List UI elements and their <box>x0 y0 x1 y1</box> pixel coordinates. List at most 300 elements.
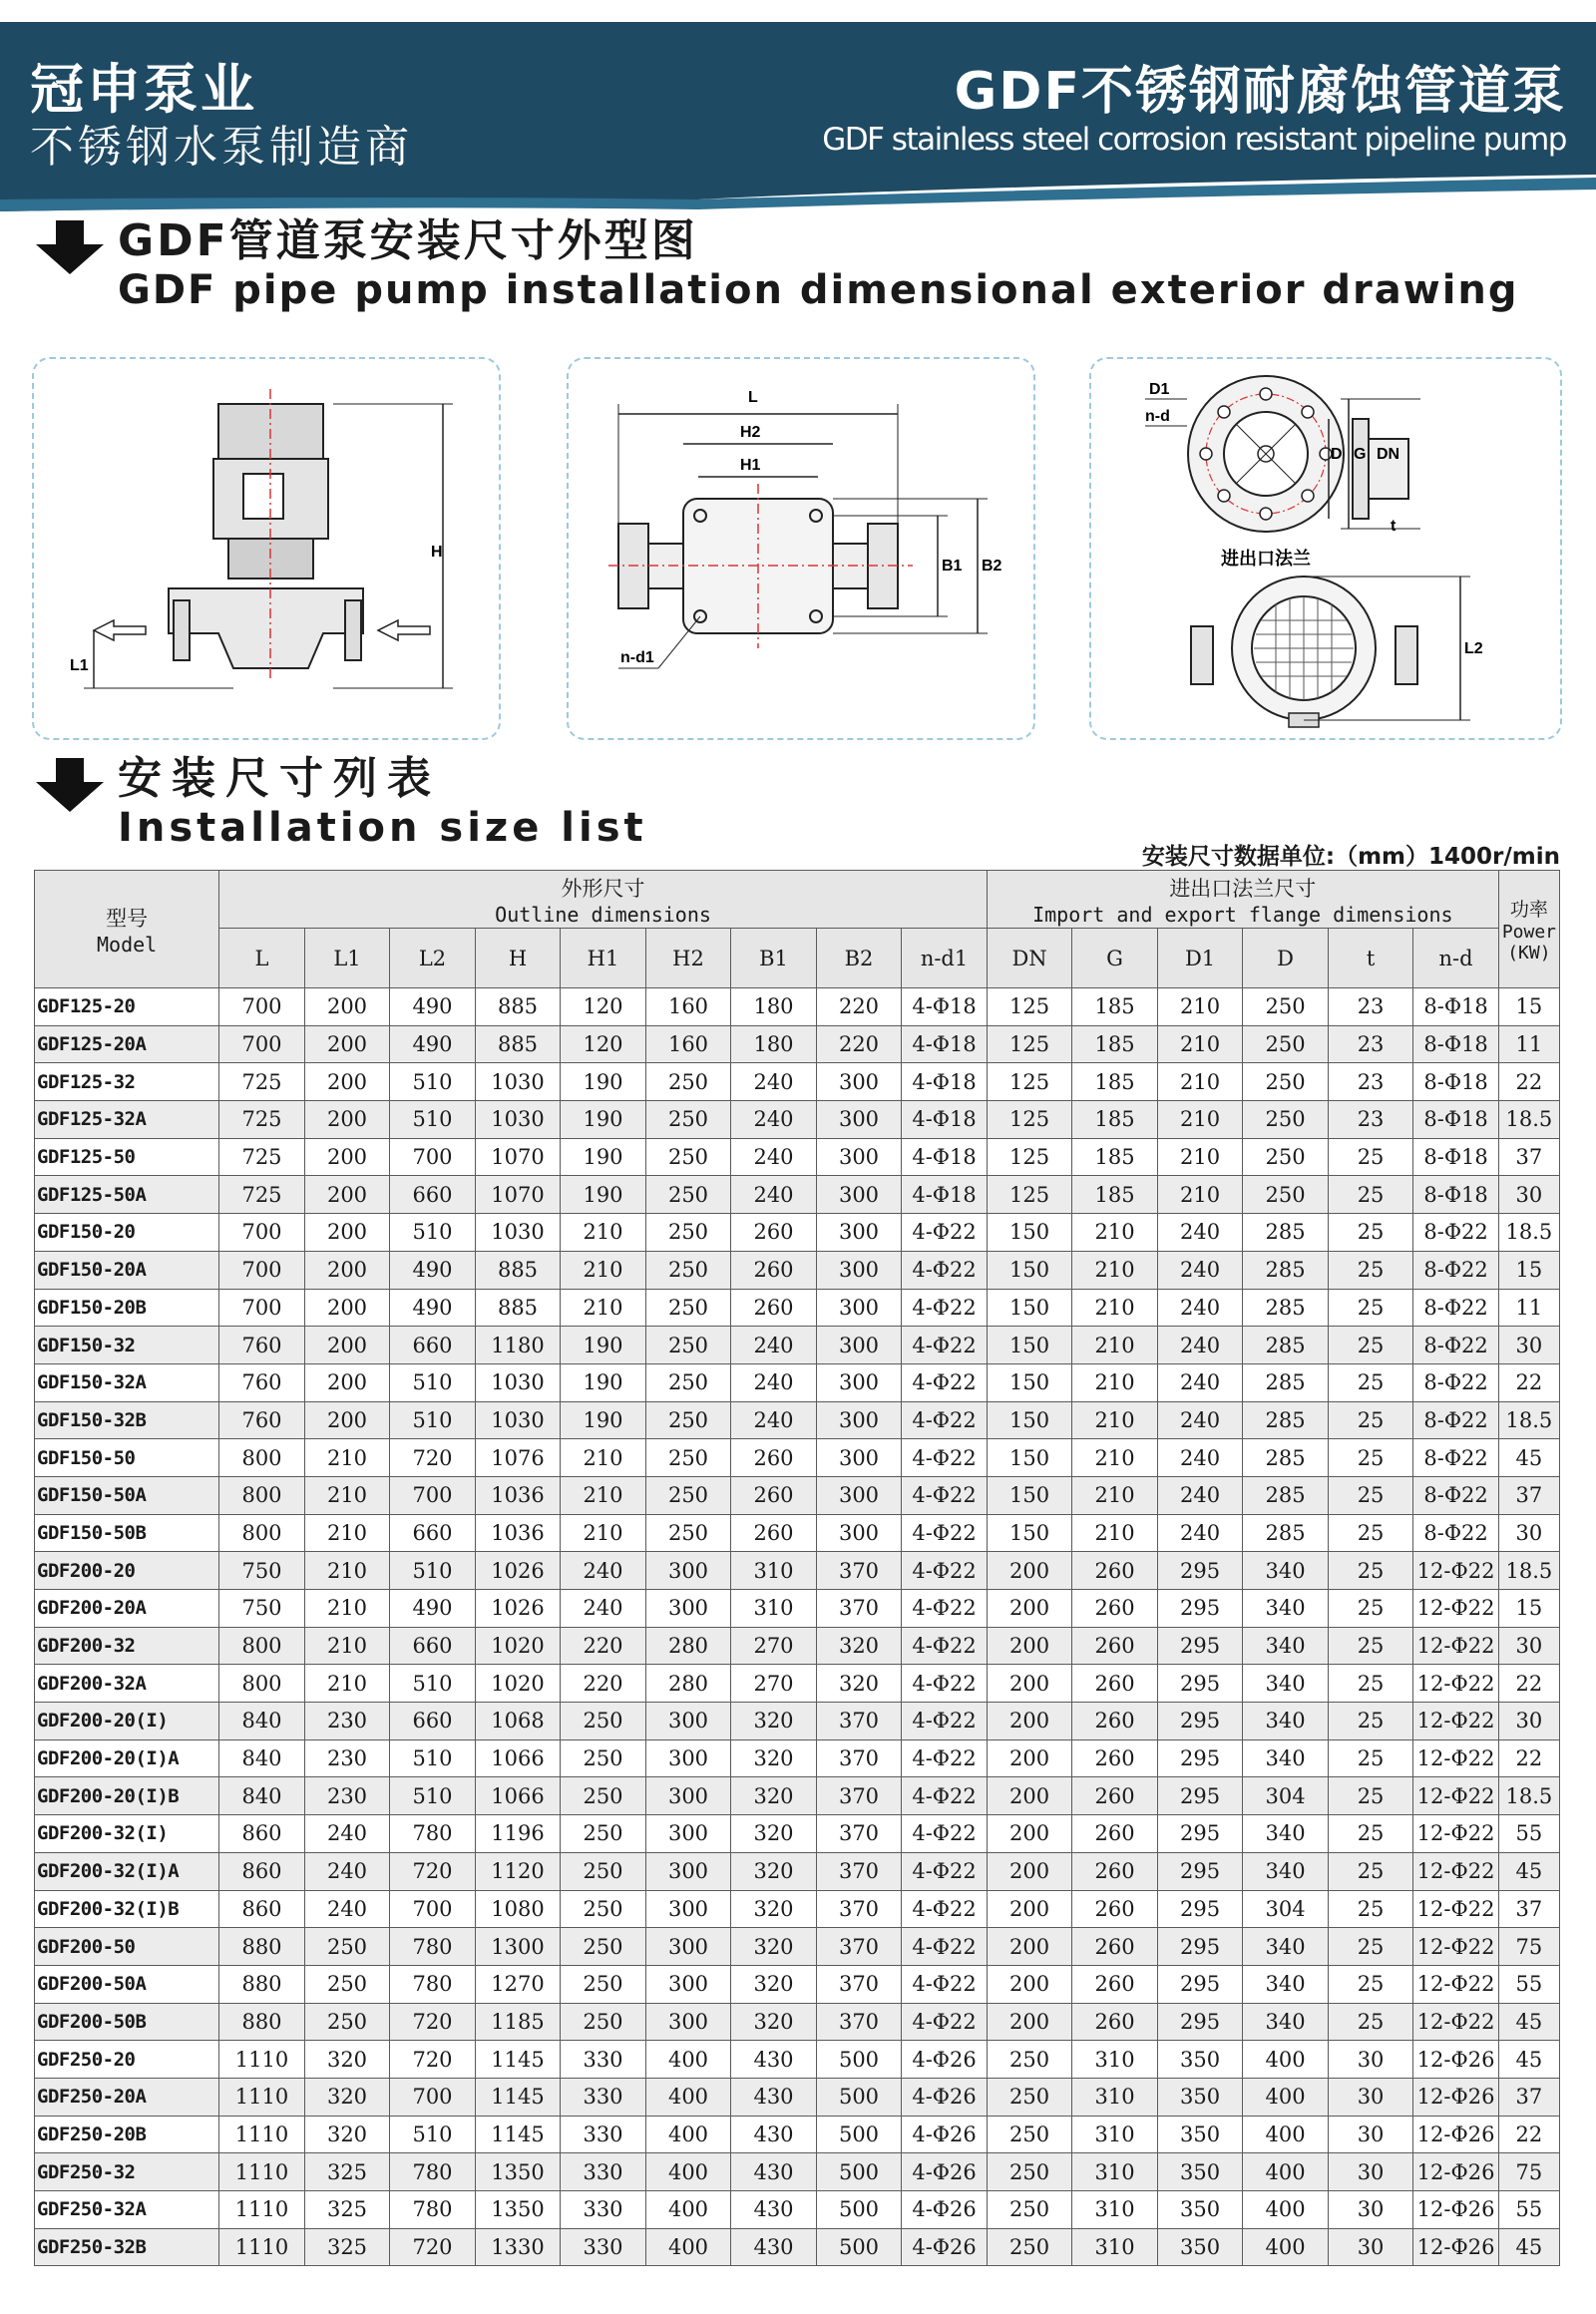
table-cell: 800 <box>219 1439 305 1477</box>
table-cell: 310 <box>731 1552 817 1590</box>
table-cell: 11 <box>1498 1025 1559 1063</box>
table-cell: 200 <box>987 1815 1072 1853</box>
table-cell: 240 <box>304 1815 390 1853</box>
table-cell: 240 <box>731 1101 817 1139</box>
table-cell: 25 <box>1328 1928 1413 1966</box>
table-cell: 430 <box>731 2078 817 2116</box>
column-header: H1 <box>561 929 646 988</box>
table-cell: 400 <box>1243 2078 1329 2116</box>
table-row <box>35 1514 1560 1552</box>
table-cell: 4-Φ22 <box>902 1928 988 1966</box>
table-cell: 340 <box>1243 1703 1329 1740</box>
table-cell: 370 <box>816 1777 902 1815</box>
table-cell: 280 <box>645 1665 731 1703</box>
table-cell: 185 <box>1072 1063 1158 1101</box>
table-cell: 700 <box>219 988 305 1026</box>
table-cell: 12-Φ26 <box>1413 2191 1499 2229</box>
table-cell: 240 <box>304 1890 390 1928</box>
table-cell: 1036 <box>475 1514 561 1552</box>
table-cell: 200 <box>987 1552 1072 1590</box>
table-cell: 220 <box>561 1627 646 1665</box>
table-cell: 1330 <box>475 2228 561 2266</box>
table-cell: 240 <box>1157 1514 1243 1552</box>
table-cell: 340 <box>1243 1928 1329 1966</box>
table-cell: 370 <box>816 1552 902 1590</box>
table-cell: 720 <box>390 2228 476 2266</box>
table-cell: 200 <box>987 1928 1072 1966</box>
table-cell: 4-Φ26 <box>902 2116 988 2153</box>
table-cell: 125 <box>987 988 1072 1026</box>
table-cell: 25 <box>1328 1289 1413 1327</box>
table-cell: 750 <box>219 1590 305 1628</box>
table-cell: 1080 <box>475 1890 561 1928</box>
table-cell: 260 <box>1072 1890 1158 1928</box>
table-cell: 220 <box>816 988 902 1026</box>
table-cell: 885 <box>475 988 561 1026</box>
table-cell: 210 <box>561 1439 646 1477</box>
table-cell: 4-Φ18 <box>902 1138 988 1176</box>
model-cell: GDF200-32(I) <box>35 1815 219 1853</box>
table-row <box>35 1815 1560 1853</box>
table-cell: 320 <box>731 1965 817 2003</box>
table-cell: 250 <box>987 2078 1072 2116</box>
brand <box>30 60 413 176</box>
table-cell: 500 <box>816 2116 902 2153</box>
table-row <box>35 1665 1560 1703</box>
table-cell: 150 <box>987 1251 1072 1289</box>
table-row <box>35 1852 1560 1890</box>
table-cell: 4-Φ22 <box>902 2003 988 2041</box>
table-cell: 4-Φ22 <box>902 1665 988 1703</box>
model-cell: GDF150-32B <box>35 1401 219 1439</box>
table-cell: 25 <box>1328 1138 1413 1176</box>
table-cell: 350 <box>1157 2078 1243 2116</box>
table-cell: 150 <box>987 1214 1072 1252</box>
table-cell: 250 <box>561 1928 646 1966</box>
model-cell: GDF200-32A <box>35 1665 219 1703</box>
table-cell: 55 <box>1498 1965 1559 2003</box>
table-cell: 300 <box>816 1289 902 1327</box>
label-D: D <box>1331 446 1343 463</box>
table-cell: 190 <box>561 1327 646 1364</box>
table-cell: 4-Φ22 <box>902 1401 988 1439</box>
table-cell: 230 <box>304 1777 390 1815</box>
table-cell: 240 <box>731 1063 817 1101</box>
table-cell: 250 <box>561 2003 646 2041</box>
label-B2: B2 <box>982 558 1002 575</box>
table-cell: 240 <box>1157 1363 1243 1401</box>
table-cell: 1180 <box>475 1327 561 1364</box>
table-cell: 325 <box>304 2191 390 2229</box>
table-cell: 25 <box>1328 1214 1413 1252</box>
table-cell: 1026 <box>475 1590 561 1628</box>
table-row <box>35 1703 1560 1740</box>
table-cell: 310 <box>1072 2116 1158 2153</box>
table-cell: 45 <box>1498 2228 1559 2266</box>
table-cell: 37 <box>1498 2078 1559 2116</box>
table-cell: 295 <box>1157 1739 1243 1777</box>
table-cell: 150 <box>987 1514 1072 1552</box>
table-cell: 860 <box>219 1852 305 1890</box>
table-cell: 260 <box>1072 2003 1158 2041</box>
table-cell: 320 <box>731 1739 817 1777</box>
table-cell: 725 <box>219 1138 305 1176</box>
label-H: H <box>431 544 443 561</box>
table-cell: 190 <box>561 1101 646 1139</box>
table-cell: 190 <box>561 1363 646 1401</box>
table-cell: 250 <box>645 1514 731 1552</box>
table-cell: 350 <box>1157 2228 1243 2266</box>
column-header: H <box>475 929 561 988</box>
table-cell: 1185 <box>475 2003 561 2041</box>
table-cell: 500 <box>816 2153 902 2191</box>
table-cell: 250 <box>645 1251 731 1289</box>
table-cell: 25 <box>1328 1176 1413 1214</box>
table-cell: 210 <box>1072 1401 1158 1439</box>
table-cell: 210 <box>1072 1214 1158 1252</box>
table-row <box>35 1476 1560 1514</box>
drawing-top-view <box>567 357 1035 740</box>
table-cell: 200 <box>304 1138 390 1176</box>
table-cell: 25 <box>1328 1665 1413 1703</box>
table-cell: 12-Φ26 <box>1413 2078 1499 2116</box>
table-cell: 250 <box>645 1063 731 1101</box>
table-cell: 18.5 <box>1498 1401 1559 1439</box>
model-cell: GDF200-50A <box>35 1965 219 2003</box>
table-cell: 400 <box>1243 2153 1329 2191</box>
table-cell: 150 <box>987 1439 1072 1477</box>
table-cell: 300 <box>645 1815 731 1853</box>
table-cell: 210 <box>1157 988 1243 1026</box>
table-cell: 1110 <box>219 2153 305 2191</box>
table-cell: 240 <box>1157 1214 1243 1252</box>
table-cell: 660 <box>390 1327 476 1364</box>
model-cell: GDF200-20(I)A <box>35 1739 219 1777</box>
table-cell: 25 <box>1328 2003 1413 2041</box>
table-cell: 4-Φ18 <box>902 1063 988 1101</box>
table-cell: 1030 <box>475 1214 561 1252</box>
table-cell: 1070 <box>475 1176 561 1214</box>
table-cell: 240 <box>1157 1327 1243 1364</box>
table-cell: 220 <box>561 1665 646 1703</box>
table-cell: 8-Φ18 <box>1413 1025 1499 1063</box>
table-cell: 210 <box>561 1476 646 1514</box>
table-cell: 25 <box>1328 1552 1413 1590</box>
table-row <box>35 1890 1560 1928</box>
table-cell: 190 <box>561 1176 646 1214</box>
table-cell: 240 <box>1157 1401 1243 1439</box>
flange-header-zh: 进出口法兰尺寸 <box>1169 876 1317 901</box>
table-cell: 300 <box>816 1439 902 1477</box>
table-cell: 30 <box>1498 1514 1559 1552</box>
table-cell: 330 <box>561 2228 646 2266</box>
table-cell: 250 <box>304 2003 390 2041</box>
table-cell: 240 <box>304 1852 390 1890</box>
table-cell: 320 <box>304 2078 390 2116</box>
table-cell: 125 <box>987 1025 1072 1063</box>
table-cell: 210 <box>1072 1363 1158 1401</box>
table-cell: 1030 <box>475 1401 561 1439</box>
table-cell: 200 <box>987 1890 1072 1928</box>
table-cell: 285 <box>1243 1363 1329 1401</box>
table-cell: 350 <box>1157 2153 1243 2191</box>
model-cell: GDF150-50B <box>35 1514 219 1552</box>
table-cell: 370 <box>816 2003 902 2041</box>
table-cell: 4-Φ22 <box>902 1214 988 1252</box>
table-cell: 300 <box>816 1101 902 1139</box>
table-cell: 400 <box>645 2153 731 2191</box>
model-cell: GDF125-50A <box>35 1176 219 1214</box>
model-cell: GDF200-32(I)B <box>35 1890 219 1928</box>
table-cell: 200 <box>987 1777 1072 1815</box>
table-cell: 4-Φ18 <box>902 1025 988 1063</box>
table-cell: 300 <box>645 1928 731 1966</box>
table-cell: 200 <box>304 1176 390 1214</box>
table-cell: 4-Φ22 <box>902 1514 988 1552</box>
table-cell: 120 <box>561 988 646 1026</box>
pump-casing <box>169 588 363 668</box>
table-cell: 430 <box>731 2116 817 2153</box>
table-cell: 490 <box>390 1025 476 1063</box>
table-cell: 500 <box>816 2191 902 2229</box>
table-cell: 320 <box>816 1627 902 1665</box>
table-cell: 400 <box>645 2116 731 2153</box>
table-cell: 300 <box>645 1965 731 2003</box>
table-cell: 885 <box>475 1025 561 1063</box>
table-cell: 285 <box>1243 1251 1329 1289</box>
model-cell: GDF125-32A <box>35 1101 219 1139</box>
section-table-heading <box>34 752 1031 862</box>
table-cell: 210 <box>304 1514 390 1552</box>
table-cell: 295 <box>1157 1815 1243 1853</box>
table-cell: 210 <box>304 1476 390 1514</box>
table-cell: 210 <box>304 1439 390 1477</box>
table-cell: 25 <box>1328 1401 1413 1439</box>
section-drawing-title-zh: GDF管道泵安装尺寸外型图 <box>118 215 698 266</box>
table-cell: 720 <box>390 1852 476 1890</box>
table-cell: 12-Φ22 <box>1413 1815 1499 1853</box>
label-n-d1: n-d1 <box>620 649 654 666</box>
table-cell: 1350 <box>475 2191 561 2229</box>
table-cell: 250 <box>1243 1101 1329 1139</box>
table-cell: 725 <box>219 1176 305 1214</box>
table-cell: 860 <box>219 1815 305 1853</box>
table-cell: 370 <box>816 1815 902 1853</box>
table-row <box>35 1590 1560 1628</box>
table-cell: 295 <box>1157 1703 1243 1740</box>
table-cell: 700 <box>219 1214 305 1252</box>
table-cell: 295 <box>1157 1965 1243 2003</box>
table-cell: 295 <box>1157 1852 1243 1890</box>
table-cell: 320 <box>304 2041 390 2079</box>
table-cell: 885 <box>475 1289 561 1327</box>
table-cell: 510 <box>390 1552 476 1590</box>
outline-header-zh: 外形尺寸 <box>561 876 645 901</box>
table-cell: 400 <box>1243 2116 1329 2153</box>
table-cell: 150 <box>987 1289 1072 1327</box>
table-cell: 11 <box>1498 1289 1559 1327</box>
table-cell: 260 <box>731 1476 817 1514</box>
table-cell: 150 <box>987 1327 1072 1364</box>
table-cell: 18.5 <box>1498 1101 1559 1139</box>
table-cell: 285 <box>1243 1401 1329 1439</box>
table-cell: 8-Φ18 <box>1413 1101 1499 1139</box>
table-cell: 250 <box>645 1401 731 1439</box>
label-H2: H2 <box>740 424 761 441</box>
table-cell: 700 <box>390 1476 476 1514</box>
table-cell: 250 <box>1243 1176 1329 1214</box>
power-header-unit: (KW) <box>1507 943 1551 964</box>
table-cell: 150 <box>987 1401 1072 1439</box>
table-cell: 4-Φ22 <box>902 1251 988 1289</box>
table-row <box>35 2153 1560 2191</box>
table-cell: 210 <box>1072 1439 1158 1477</box>
drawing-flange-view <box>1089 357 1562 740</box>
table-cell: 150 <box>987 1476 1072 1514</box>
table-cell: 660 <box>390 1703 476 1740</box>
table-cell: 8-Φ22 <box>1413 1214 1499 1252</box>
table-cell: 250 <box>645 1289 731 1327</box>
table-cell: 320 <box>304 2116 390 2153</box>
table-cell: 800 <box>219 1476 305 1514</box>
unit-note: 安装尺寸数据单位:（mm）1400r/min <box>1141 844 1560 870</box>
table-cell: 200 <box>987 1703 1072 1740</box>
table-cell: 250 <box>645 1327 731 1364</box>
column-header: L1 <box>304 929 390 988</box>
model-cell: GDF150-20B <box>35 1289 219 1327</box>
table-cell: 285 <box>1243 1289 1329 1327</box>
table-cell: 260 <box>1072 1552 1158 1590</box>
table-cell: 250 <box>1243 1025 1329 1063</box>
table-cell: 250 <box>1243 1063 1329 1101</box>
table-cell: 300 <box>816 1138 902 1176</box>
table-cell: 250 <box>304 1965 390 2003</box>
table-cell: 185 <box>1072 1138 1158 1176</box>
table-cell: 250 <box>645 1363 731 1401</box>
table-cell: 500 <box>816 2041 902 2079</box>
table-cell: 250 <box>645 1176 731 1214</box>
table-cell: 780 <box>390 2191 476 2229</box>
table-cell: 760 <box>219 1401 305 1439</box>
table-cell: 300 <box>816 1327 902 1364</box>
table-cell: 260 <box>731 1214 817 1252</box>
column-header: L <box>219 929 305 988</box>
table-cell: 250 <box>645 1439 731 1477</box>
flange-header-en: Import and export flange dimensions <box>1032 902 1453 927</box>
table-cell: 800 <box>219 1627 305 1665</box>
table-cell: 340 <box>1243 2003 1329 2041</box>
table-row <box>35 1025 1560 1063</box>
table-cell: 300 <box>816 1401 902 1439</box>
table-cell: 510 <box>390 1665 476 1703</box>
table-cell: 30 <box>1328 2228 1413 2266</box>
table-cell: 330 <box>561 2153 646 2191</box>
table-cell: 285 <box>1243 1476 1329 1514</box>
column-header-row <box>35 929 1560 988</box>
table-row <box>35 2078 1560 2116</box>
table-cell: 23 <box>1328 1025 1413 1063</box>
table-row <box>35 2228 1560 2266</box>
table-cell: 4-Φ22 <box>902 1852 988 1890</box>
table-cell: 295 <box>1157 1890 1243 1928</box>
table-cell: 340 <box>1243 1590 1329 1628</box>
table-cell: 310 <box>731 1590 817 1628</box>
table-cell: 490 <box>390 988 476 1026</box>
model-cell: GDF250-32A <box>35 2191 219 2229</box>
page-header <box>0 0 1596 214</box>
table-cell: 30 <box>1328 2191 1413 2229</box>
table-cell: 260 <box>1072 1965 1158 2003</box>
brand-tagline: 不锈钢水泵制造商 <box>30 122 413 173</box>
table-cell: 500 <box>816 2078 902 2116</box>
table-cell: 200 <box>304 1063 390 1101</box>
table-cell: 310 <box>1072 2041 1158 2079</box>
table-cell: 250 <box>1243 988 1329 1026</box>
table-cell: 260 <box>731 1289 817 1327</box>
table-cell: 300 <box>816 1251 902 1289</box>
table-cell: 400 <box>1243 2228 1329 2266</box>
table-cell: 12-Φ22 <box>1413 2003 1499 2041</box>
table-cell: 250 <box>304 1928 390 1966</box>
table-cell: 260 <box>731 1251 817 1289</box>
table-cell: 4-Φ22 <box>902 1815 988 1853</box>
table-cell: 25 <box>1328 1476 1413 1514</box>
table-cell: 330 <box>561 2041 646 2079</box>
table-cell: 1066 <box>475 1777 561 1815</box>
table-cell: 240 <box>1157 1439 1243 1477</box>
table-cell: 510 <box>390 2116 476 2153</box>
model-cell: GDF200-32(I)A <box>35 1852 219 1890</box>
table-cell: 12-Φ22 <box>1413 1777 1499 1815</box>
table-cell: 880 <box>219 1928 305 1966</box>
table-cell: 240 <box>731 1327 817 1364</box>
section-drawing-title-en: GDF pipe pump installation dimensional exterior drawing <box>118 267 1519 313</box>
table-cell: 325 <box>304 2228 390 2266</box>
table-cell: 185 <box>1072 1176 1158 1214</box>
column-header: G <box>1072 929 1158 988</box>
table-cell: 270 <box>731 1627 817 1665</box>
table-cell: 4-Φ22 <box>902 1627 988 1665</box>
power-header <box>1498 871 1559 988</box>
table-cell: 1076 <box>475 1439 561 1477</box>
label-B1: B1 <box>942 558 963 575</box>
table-cell: 725 <box>219 1063 305 1101</box>
table-cell: 370 <box>816 1852 902 1890</box>
table-cell: 200 <box>987 1739 1072 1777</box>
table-cell: 840 <box>219 1739 305 1777</box>
table-cell: 4-Φ22 <box>902 1777 988 1815</box>
table-cell: 1036 <box>475 1476 561 1514</box>
model-cell: GDF200-20(I)B <box>35 1777 219 1815</box>
table-cell: 260 <box>1072 1627 1158 1665</box>
label-L1: L1 <box>70 657 89 674</box>
table-cell: 12-Φ22 <box>1413 1703 1499 1740</box>
table-cell: 120 <box>561 1025 646 1063</box>
label-L: L <box>748 389 758 406</box>
table-cell: 210 <box>304 1552 390 1590</box>
table-cell: 15 <box>1498 1251 1559 1289</box>
table-cell: 210 <box>1072 1327 1158 1364</box>
table-cell: 260 <box>1072 1739 1158 1777</box>
table-cell: 4-Φ22 <box>902 1739 988 1777</box>
table-cell: 12-Φ22 <box>1413 1665 1499 1703</box>
table-cell: 210 <box>1072 1251 1158 1289</box>
table-cell: 250 <box>987 2191 1072 2229</box>
table-cell: 700 <box>219 1025 305 1063</box>
table-cell: 4-Φ26 <box>902 2191 988 2229</box>
model-header <box>35 871 219 988</box>
table-row <box>35 1777 1560 1815</box>
